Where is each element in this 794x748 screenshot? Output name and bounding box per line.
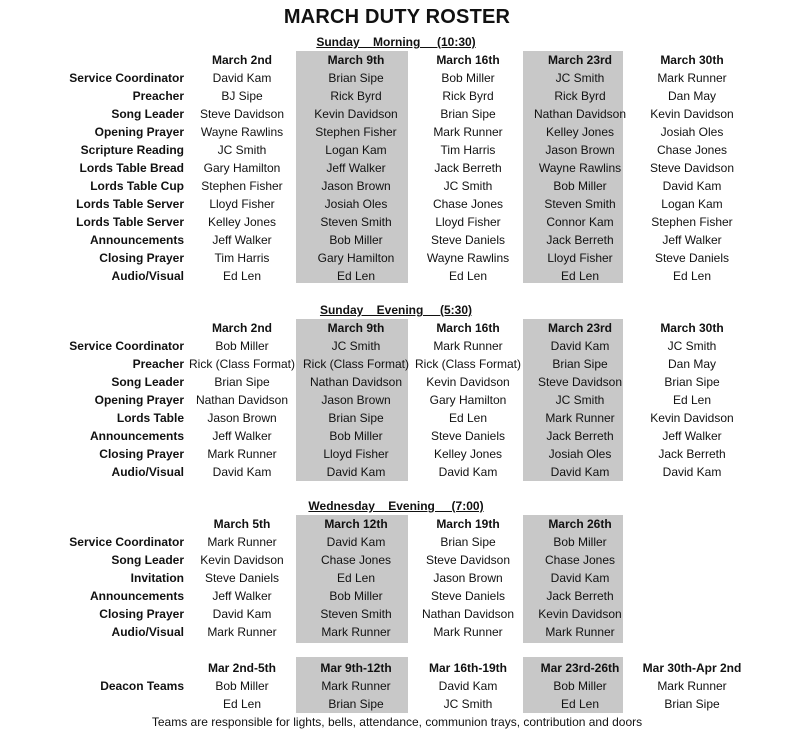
- sunday_morning-date-header: March 2nd: [211, 53, 272, 67]
- sunday_evening-role-label: Opening Prayer: [94, 393, 184, 407]
- sunday_morning-assignee-cell: Kelley Jones: [545, 125, 615, 139]
- sunday_morning-assignee-cell: Wayne Rawlins: [426, 251, 510, 265]
- wednesday_evening-assignee-cell: Brian Sipe: [440, 535, 496, 549]
- sunday_evening-assignee-cell: Ed Len: [672, 393, 712, 407]
- sunday_morning-assignee-cell: Brian Sipe: [440, 107, 496, 121]
- sunday_morning-assignee-cell: Josiah Oles: [660, 125, 724, 139]
- wednesday_evening-date-header: March 5th: [213, 517, 271, 531]
- sunday_morning-assignee-cell: Steve Daniels: [430, 233, 506, 247]
- sunday_morning-assignee-cell: Stephen Fisher: [201, 179, 283, 193]
- sunday_morning-assignee-cell: Wayne Rawlins: [200, 125, 284, 139]
- sunday_morning-assignee-cell: JC Smith: [555, 71, 605, 85]
- sunday_evening-role-label: Preacher: [132, 357, 184, 371]
- sunday_evening-assignee-cell: Steve Daniels: [430, 429, 506, 443]
- deacon-header-blank: [60, 659, 184, 677]
- sunday_evening-header-blank: [60, 319, 184, 337]
- sunday_morning-assignee-cell: David Kam: [212, 71, 272, 85]
- sunday_morning-role-label: Preacher: [132, 89, 184, 103]
- sunday_morning-assignee-cell: Chase Jones: [432, 197, 504, 211]
- deacon-header-1: Mar 2nd-5th: [207, 661, 276, 675]
- sunday_evening-row: [60, 427, 748, 445]
- sunday_morning-row: [60, 159, 748, 177]
- deacon-cell: Bob Miller: [215, 679, 269, 693]
- sunday_evening-assignee-cell: David Kam: [550, 465, 610, 479]
- sunday_morning-row: [60, 213, 748, 231]
- wednesday_evening-assignee-cell: Mark Runner: [321, 625, 391, 639]
- sunday_morning-role-label: Service Coordinator: [69, 71, 184, 85]
- sunday_evening-assignee-cell: Jason Brown: [321, 393, 391, 407]
- sunday_morning-role-label: Opening Prayer: [94, 125, 184, 139]
- sunday_evening-assignee-cell: Mark Runner: [433, 339, 503, 353]
- sunday_morning-assignee-cell: Dan May: [667, 89, 717, 103]
- sunday_morning-assignee-cell: Steven Smith: [320, 215, 392, 229]
- sunday_morning-assignee-cell: Gary Hamilton: [203, 161, 281, 175]
- sunday_morning-assignee-cell: Jason Brown: [321, 179, 391, 193]
- sunday_evening-assignee-cell: David Kam: [662, 465, 722, 479]
- sunday_evening-assignee-cell: David Kam: [212, 465, 272, 479]
- wednesday_evening-row: [60, 551, 636, 569]
- wednesday_evening-assignee-cell: Kevin Davidson: [200, 553, 284, 567]
- sunday_evening-assignee-cell: Steve Davidson: [537, 375, 623, 389]
- sunday_morning-assignee-cell: David Kam: [662, 179, 722, 193]
- sunday_evening-assignee-cell: Brian Sipe: [214, 375, 270, 389]
- deacon-header-2: Mar 9th-12th: [320, 661, 392, 675]
- sunday_evening-assignee-cell: Josiah Oles: [548, 447, 612, 461]
- sunday_morning-assignee-cell: Jeff Walker: [212, 233, 272, 247]
- deacon-header-4: Mar 23rd-26th: [540, 661, 620, 675]
- sunday_evening-role-label: Announcements: [89, 429, 184, 443]
- wednesday_evening-row: [60, 623, 636, 641]
- sunday_morning-assignee-cell: Stephen Fisher: [651, 215, 733, 229]
- wednesday_evening-assignee-cell: Mark Runner: [207, 625, 277, 639]
- sunday_evening-role-label: Closing Prayer: [99, 447, 184, 461]
- sunday_morning-assignee-cell: Kelley Jones: [207, 215, 277, 229]
- sunday_morning-assignee-cell: Ed Len: [448, 269, 488, 283]
- sunday_morning-assignee-cell: Jason Brown: [545, 143, 615, 157]
- sunday_morning-assignee-cell: Lloyd Fisher: [435, 215, 501, 229]
- wednesday_evening-role-label: Song Leader: [111, 553, 184, 567]
- sunday_evening-assignee-cell: David Kam: [550, 339, 610, 353]
- sunday-evening-title: Sunday Evening (5:30): [319, 303, 473, 317]
- wednesday_evening-header-blank: [60, 515, 184, 533]
- wednesday_evening-role-label: Service Coordinator: [69, 535, 184, 549]
- sunday_morning-role-label: Lords Table Server: [76, 215, 184, 229]
- sunday_morning-role-label: Lords Table Bread: [79, 161, 184, 175]
- wednesday_evening-assignee-cell: David Kam: [550, 571, 610, 585]
- sunday_evening-assignee-cell: Lloyd Fisher: [323, 447, 389, 461]
- wednesday_evening-date-header: March 26th: [548, 517, 612, 531]
- sunday_evening-row: [60, 463, 748, 481]
- wednesday_evening-assignee-cell: Steven Smith: [320, 607, 392, 621]
- footer-note: Teams are responsible for lights, bells, attendance, communion trays, contribution and doors: [151, 715, 643, 729]
- deacon-row-1: [60, 677, 748, 695]
- sunday_evening-row: [60, 373, 748, 391]
- wednesday_evening-assignee-cell: Ed Len: [336, 571, 376, 585]
- sunday_evening-assignee-cell: Dan May: [667, 357, 717, 371]
- sunday_morning-header-blank: [60, 51, 184, 69]
- sunday_morning-assignee-cell: Kevin Davidson: [650, 107, 734, 121]
- sunday_morning-assignee-cell: Lloyd Fisher: [547, 251, 613, 265]
- sunday_evening-date-header: March 23rd: [547, 321, 613, 335]
- wednesday_evening-assignee-cell: Steve Davidson: [425, 553, 511, 567]
- wednesday_evening-assignee-cell: Chase Jones: [544, 553, 616, 567]
- sunday_morning-assignee-cell: Jack Berreth: [546, 233, 614, 247]
- sunday_evening-assignee-cell: Kevin Davidson: [426, 375, 510, 389]
- sunday_morning-assignee-cell: Bob Miller: [553, 179, 607, 193]
- sunday_morning-assignee-cell: Stephen Fisher: [315, 125, 397, 139]
- wednesday_evening-assignee-cell: Steve Daniels: [430, 589, 506, 603]
- sunday_morning-assignee-cell: Chase Jones: [656, 143, 728, 157]
- wednesday_evening-role-label: Audio/Visual: [111, 625, 184, 639]
- sunday_morning-date-header: March 9th: [327, 53, 385, 67]
- sunday_evening-assignee-cell: Kelley Jones: [433, 447, 503, 461]
- sunday_evening-assignee-cell: Brian Sipe: [664, 375, 720, 389]
- sunday_evening-date-header: March 30th: [660, 321, 724, 335]
- sunday_morning-assignee-cell: Connor Kam: [546, 215, 614, 229]
- sunday_morning-assignee-cell: Lloyd Fisher: [209, 197, 275, 211]
- sunday_morning-assignee-cell: Wayne Rawlins: [538, 161, 622, 175]
- deacon-cell: Brian Sipe: [664, 697, 720, 711]
- wednesday_evening-role-label: Closing Prayer: [99, 607, 184, 621]
- sunday_morning-assignee-cell: Ed Len: [672, 269, 712, 283]
- deacon-header-5: Mar 30th-Apr 2nd: [642, 661, 742, 675]
- roster-title: MARCH DUTY ROSTER: [283, 6, 511, 28]
- wednesday-evening-table: [60, 515, 636, 641]
- wednesday_evening-date-header: March 12th: [324, 517, 388, 531]
- sunday_evening-assignee-cell: Jason Brown: [207, 411, 277, 425]
- wednesday_evening-role-label: Announcements: [89, 589, 184, 603]
- sunday_evening-row: [60, 445, 748, 463]
- deacon-cell: Brian Sipe: [328, 697, 384, 711]
- wednesday_evening-date-header: March 19th: [436, 517, 500, 531]
- sunday_morning-date-header: March 16th: [436, 53, 500, 67]
- sunday_morning-assignee-cell: Steven Smith: [544, 197, 616, 211]
- deacon-cell: JC Smith: [443, 697, 493, 711]
- sunday-morning-table: [60, 51, 748, 285]
- sunday_morning-assignee-cell: Bob Miller: [329, 233, 383, 247]
- sunday_evening-assignee-cell: Brian Sipe: [552, 357, 608, 371]
- sunday-morning-title: Sunday Morning (10:30): [316, 35, 476, 49]
- sunday_morning-assignee-cell: Gary Hamilton: [317, 251, 395, 265]
- sunday_morning-assignee-cell: Ed Len: [222, 269, 262, 283]
- sunday_morning-header-row: [60, 51, 748, 69]
- sunday_evening-assignee-cell: Rick (Class Format): [188, 357, 295, 371]
- wednesday_evening-assignee-cell: Jack Berreth: [546, 589, 614, 603]
- deacon-label: Deacon Teams: [100, 679, 184, 693]
- sunday_morning-date-header: March 30th: [660, 53, 724, 67]
- wednesday_evening-assignee-cell: Jason Brown: [433, 571, 503, 585]
- sunday_evening-assignee-cell: David Kam: [326, 465, 386, 479]
- sunday_evening-assignee-cell: Jack Berreth: [546, 429, 614, 443]
- sunday_evening-role-label: Lords Table: [116, 411, 184, 425]
- wednesday-evening-title: Wednesday Evening (7:00): [308, 499, 484, 513]
- wednesday_evening-assignee-cell: Bob Miller: [553, 535, 607, 549]
- deacon-header-3: Mar 16th-19th: [428, 661, 508, 675]
- sunday_morning-row: [60, 249, 748, 267]
- wednesday_evening-role-label: Invitation: [130, 571, 184, 585]
- sunday_morning-assignee-cell: Jeff Walker: [326, 161, 386, 175]
- sunday_evening-assignee-cell: Bob Miller: [329, 429, 383, 443]
- sunday_morning-assignee-cell: Logan Kam: [325, 143, 387, 157]
- sunday_morning-row: [60, 105, 748, 123]
- sunday_evening-assignee-cell: Rick (Class Format): [302, 357, 409, 371]
- sunday_evening-row: [60, 391, 748, 409]
- wednesday_evening-assignee-cell: Mark Runner: [545, 625, 615, 639]
- sunday_evening-header-row: [60, 319, 748, 337]
- deacon-row-2: [60, 695, 748, 713]
- sunday_evening-role-label: Service Coordinator: [69, 339, 184, 353]
- sunday_morning-assignee-cell: Logan Kam: [661, 197, 723, 211]
- sunday_morning-assignee-cell: JC Smith: [443, 179, 493, 193]
- wednesday_evening-assignee-cell: Chase Jones: [320, 553, 392, 567]
- wednesday_evening-row: [60, 569, 636, 587]
- deacon-table: [60, 659, 748, 713]
- wednesday_evening-assignee-cell: Mark Runner: [207, 535, 277, 549]
- wednesday_evening-row: [60, 533, 636, 551]
- sunday_evening-assignee-cell: Gary Hamilton: [429, 393, 507, 407]
- sunday_morning-assignee-cell: Ed Len: [560, 269, 600, 283]
- sunday_evening-assignee-cell: JC Smith: [555, 393, 605, 407]
- sunday_evening-assignee-cell: Mark Runner: [207, 447, 277, 461]
- sunday_evening-date-header: March 2nd: [211, 321, 272, 335]
- sunday_morning-row: [60, 141, 748, 159]
- sunday_morning-assignee-cell: Mark Runner: [433, 125, 503, 139]
- sunday_morning-row: [60, 177, 748, 195]
- sunday_evening-assignee-cell: Kevin Davidson: [650, 411, 734, 425]
- deacon-cell: Ed Len: [560, 697, 600, 711]
- sunday_morning-row: [60, 87, 748, 105]
- deacon-cell: Mark Runner: [657, 679, 727, 693]
- sunday_morning-assignee-cell: Steve Davidson: [649, 161, 735, 175]
- sunday_evening-assignee-cell: Jeff Walker: [212, 429, 272, 443]
- sunday_morning-row: [60, 195, 748, 213]
- deacon-cell: Mark Runner: [321, 679, 391, 693]
- sunday_morning-date-header: March 23rd: [547, 53, 613, 67]
- sunday_evening-assignee-cell: Brian Sipe: [328, 411, 384, 425]
- sunday_morning-row: [60, 267, 748, 285]
- sunday_morning-assignee-cell: Steve Daniels: [654, 251, 730, 265]
- wednesday_evening-assignee-cell: Steve Daniels: [204, 571, 280, 585]
- sunday_morning-row: [60, 69, 748, 87]
- sunday_evening-assignee-cell: Rick (Class Format): [414, 357, 521, 371]
- sunday_evening-row: [60, 355, 748, 373]
- deacon-header-row: [60, 659, 748, 677]
- deacon-cell: Bob Miller: [553, 679, 607, 693]
- sunday_morning-assignee-cell: Tim Harris: [440, 143, 496, 157]
- sunday_evening-date-header: March 16th: [436, 321, 500, 335]
- sunday_morning-role-label: Closing Prayer: [99, 251, 184, 265]
- sunday_morning-assignee-cell: Kevin Davidson: [314, 107, 398, 121]
- sunday_evening-assignee-cell: Mark Runner: [545, 411, 615, 425]
- sunday_morning-assignee-cell: Jeff Walker: [662, 233, 722, 247]
- deacon-label-blank: [60, 695, 184, 713]
- sunday_morning-assignee-cell: Rick Byrd: [330, 89, 382, 103]
- sunday_evening-date-header: March 9th: [327, 321, 385, 335]
- wednesday_evening-assignee-cell: Mark Runner: [433, 625, 503, 639]
- sunday_evening-role-label: Song Leader: [111, 375, 184, 389]
- sunday_evening-assignee-cell: JC Smith: [331, 339, 381, 353]
- sunday_evening-assignee-cell: David Kam: [438, 465, 498, 479]
- sunday_morning-role-label: Lords Table Cup: [90, 179, 184, 193]
- sunday_morning-assignee-cell: Ed Len: [336, 269, 376, 283]
- wednesday_evening-assignee-cell: David Kam: [212, 607, 272, 621]
- sunday_morning-assignee-cell: Rick Byrd: [442, 89, 494, 103]
- sunday_morning-role-label: Audio/Visual: [111, 269, 184, 283]
- sunday_morning-assignee-cell: Rick Byrd: [554, 89, 606, 103]
- sunday_morning-role-label: Lords Table Server: [76, 197, 184, 211]
- wednesday_evening-row: [60, 587, 636, 605]
- sunday_morning-role-label: Announcements: [89, 233, 184, 247]
- wednesday_evening-header-row: [60, 515, 636, 533]
- sunday_morning-row: [60, 123, 748, 141]
- sunday_morning-assignee-cell: Mark Runner: [657, 71, 727, 85]
- sunday_morning-assignee-cell: JC Smith: [217, 143, 267, 157]
- sunday_evening-assignee-cell: Nathan Davidson: [309, 375, 403, 389]
- sunday_evening-assignee-cell: Jeff Walker: [662, 429, 722, 443]
- sunday_evening-assignee-cell: Ed Len: [448, 411, 488, 425]
- sunday_morning-role-label: Scripture Reading: [80, 143, 184, 157]
- sunday-evening-table: [60, 319, 748, 481]
- sunday_evening-assignee-cell: Nathan Davidson: [195, 393, 289, 407]
- wednesday_evening-assignee-cell: Jeff Walker: [212, 589, 272, 603]
- sunday_evening-row: [60, 337, 748, 355]
- sunday_morning-assignee-cell: BJ Sipe: [221, 89, 263, 103]
- sunday_evening-assignee-cell: Jack Berreth: [658, 447, 726, 461]
- sunday_morning-row: [60, 231, 748, 249]
- sunday_evening-role-label: Audio/Visual: [111, 465, 184, 479]
- sunday_morning-assignee-cell: Bob Miller: [441, 71, 495, 85]
- wednesday_evening-row: [60, 605, 636, 623]
- sunday_evening-assignee-cell: JC Smith: [667, 339, 717, 353]
- sunday_morning-assignee-cell: Josiah Oles: [324, 197, 388, 211]
- sunday_morning-assignee-cell: Jack Berreth: [434, 161, 502, 175]
- wednesday_evening-assignee-cell: Nathan Davidson: [421, 607, 515, 621]
- deacon-cell: David Kam: [438, 679, 498, 693]
- sunday_morning-assignee-cell: Steve Davidson: [199, 107, 285, 121]
- deacon-cell: Ed Len: [222, 697, 262, 711]
- sunday_evening-assignee-cell: Bob Miller: [215, 339, 269, 353]
- wednesday_evening-assignee-cell: Bob Miller: [329, 589, 383, 603]
- wednesday_evening-assignee-cell: Kevin Davidson: [538, 607, 622, 621]
- sunday_morning-assignee-cell: Nathan Davidson: [533, 107, 627, 121]
- sunday_morning-assignee-cell: Tim Harris: [214, 251, 270, 265]
- sunday_evening-row: [60, 409, 748, 427]
- sunday_morning-assignee-cell: Brian Sipe: [328, 71, 384, 85]
- sunday_morning-role-label: Song Leader: [111, 107, 184, 121]
- wednesday_evening-assignee-cell: David Kam: [326, 535, 386, 549]
